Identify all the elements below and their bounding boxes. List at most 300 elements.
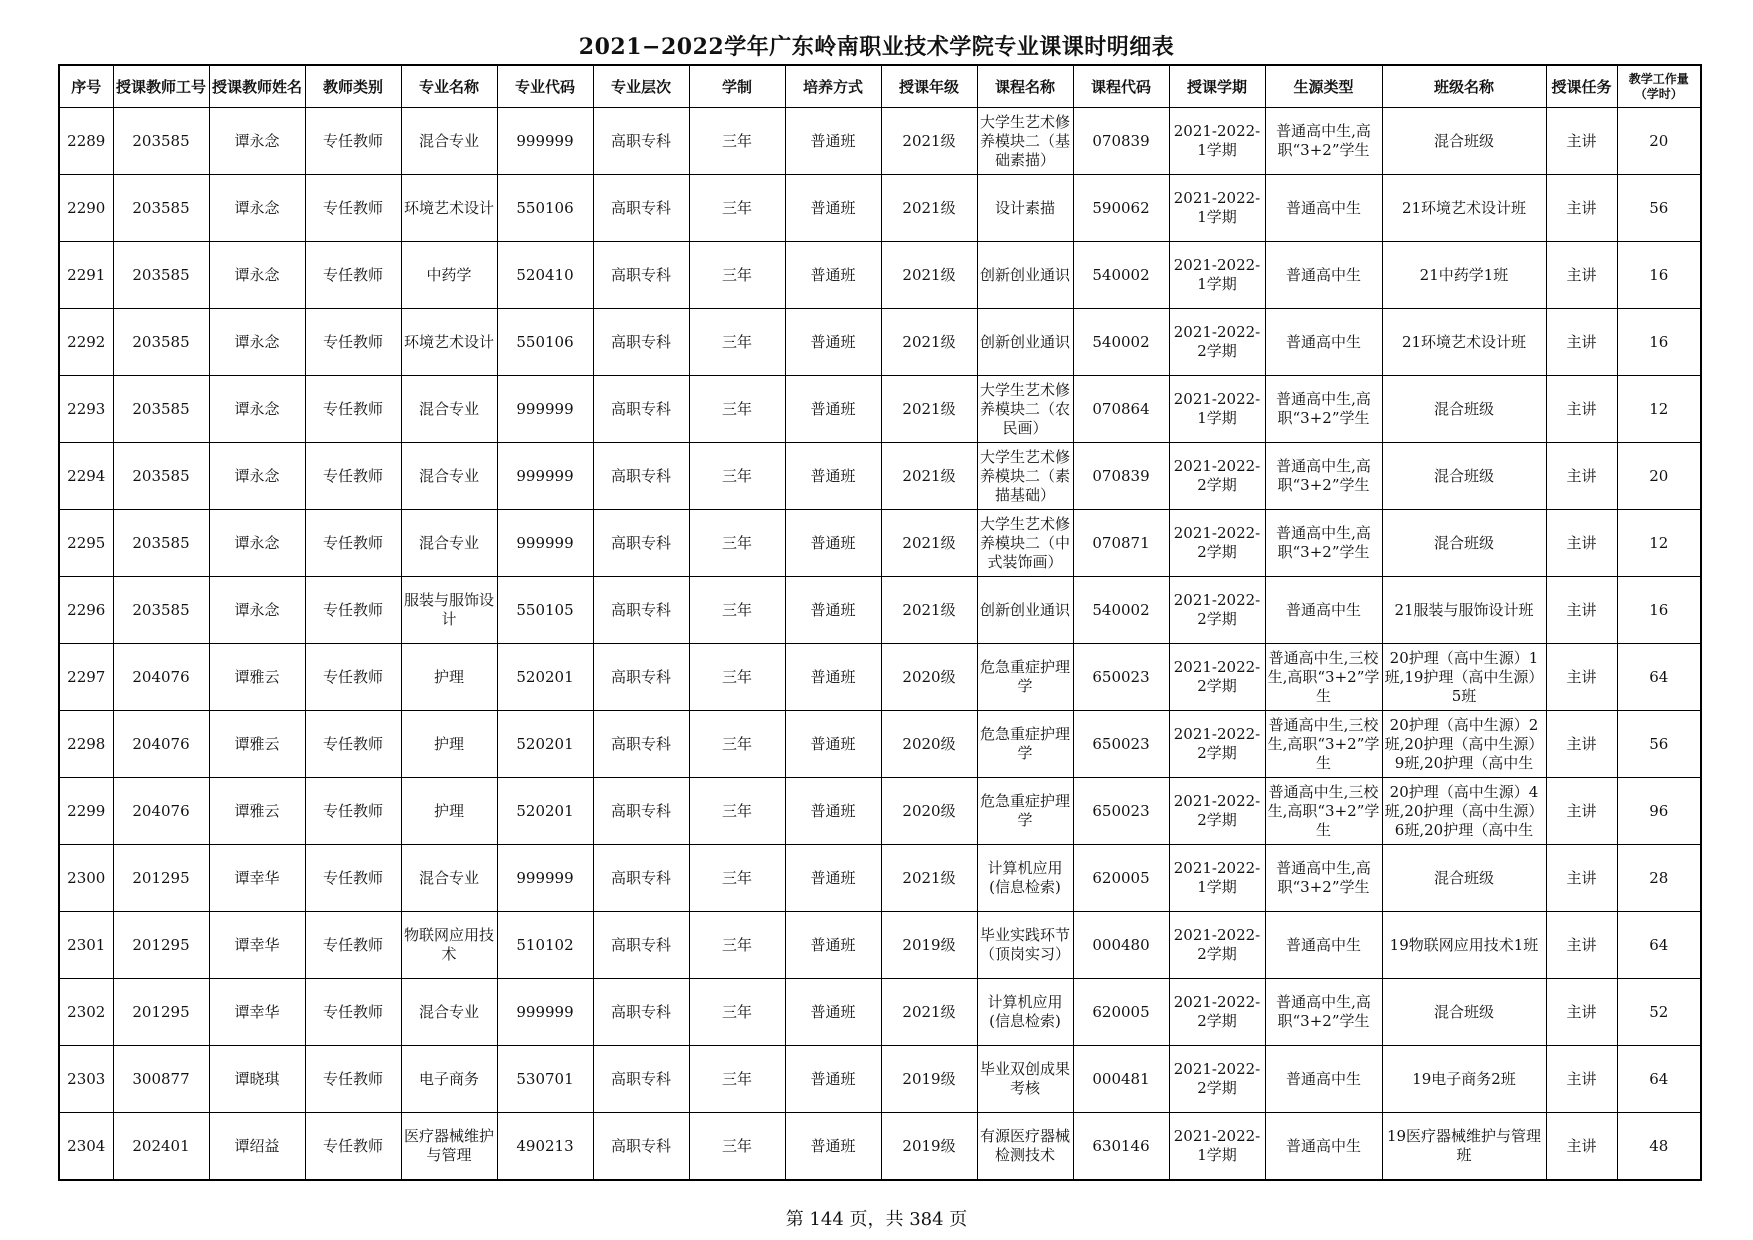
table-cell: [1169, 376, 1265, 443]
table-cell: [1169, 1113, 1265, 1181]
table-cell: [1169, 577, 1265, 644]
table-cell: [1617, 644, 1701, 711]
table-cell: [401, 644, 497, 711]
cell-text: 高职专科: [610, 667, 671, 686]
column-header: 序号: [59, 65, 113, 108]
table-cell: [1073, 778, 1169, 845]
cell-text: 主讲: [1566, 1002, 1597, 1021]
table-cell: [1617, 1046, 1701, 1113]
table-cell: [113, 443, 209, 510]
cell-text: 高职专科: [610, 131, 671, 150]
cell-text: 专任教师: [322, 332, 383, 351]
table-cell: [881, 912, 977, 979]
cell-text: 高职专科: [610, 801, 671, 820]
cell-text: 三年: [721, 131, 752, 150]
cell-text: 谭幸华: [234, 868, 280, 887]
cell-text: 999999: [516, 131, 574, 150]
cell-text: 490213: [516, 1136, 574, 1155]
cell-text: 环境艺术设计: [403, 332, 494, 351]
cell-text: 毕业双创成果考核: [979, 1060, 1070, 1097]
cell-text: 普通班: [810, 198, 856, 217]
table-cell: [1546, 1046, 1617, 1113]
table-cell: [1073, 711, 1169, 778]
cell-text: 三年: [721, 332, 752, 351]
cell-text: 2021-2022-2学期: [1173, 792, 1261, 829]
table-cell: [59, 1046, 113, 1113]
cell-text: 三年: [721, 399, 752, 418]
cell-text: 620005: [1092, 1002, 1150, 1021]
cell-text: 高职专科: [610, 466, 671, 485]
column-header: 授课任务: [1546, 65, 1617, 108]
cell-text: 96: [1649, 801, 1669, 820]
table-cell: [59, 242, 113, 309]
table-cell: [1073, 1046, 1169, 1113]
cell-text: 谭幸华: [234, 935, 280, 954]
table-cell: [1169, 778, 1265, 845]
cell-text: 2021级: [902, 600, 956, 619]
table-cell: [1169, 912, 1265, 979]
table-cell: [497, 912, 593, 979]
table-cell: [305, 443, 401, 510]
table-cell: [305, 175, 401, 242]
cell-text: 计算机应用(信息检索): [987, 859, 1063, 896]
table-cell: [785, 510, 881, 577]
cell-text: 专任教师: [322, 801, 383, 820]
cell-text: 主讲: [1566, 1136, 1597, 1155]
table-cell: [977, 912, 1073, 979]
table-cell: [593, 175, 689, 242]
cell-text: 300877: [132, 1069, 190, 1088]
cell-text: 普通高中生: [1285, 600, 1361, 619]
cell-text: 540002: [1092, 265, 1150, 284]
table-cell: [977, 644, 1073, 711]
table-row: [59, 845, 1701, 912]
cell-text: 普通班: [810, 868, 856, 887]
column-header: 学制: [689, 65, 785, 108]
cell-text: 谭晓琪: [234, 1069, 280, 1088]
cell-text: 2294: [67, 466, 106, 485]
cell-text: 2019级: [902, 1069, 956, 1088]
table-cell: [785, 242, 881, 309]
table-cell: [881, 778, 977, 845]
cell-text: 创新创业通识: [979, 265, 1070, 284]
table-cell: [1546, 845, 1617, 912]
cell-text: 主讲: [1566, 265, 1597, 284]
table-cell: [59, 912, 113, 979]
cell-text: 主讲: [1566, 332, 1597, 351]
cell-text: 普通班: [810, 131, 856, 150]
cell-text: 2021-2022-2学期: [1173, 591, 1261, 628]
table-cell: [401, 510, 497, 577]
cell-text: 2297: [67, 667, 106, 686]
cell-text: 普通高中生,三校生,高职“3+2”学生: [1267, 648, 1380, 705]
table-cell: [1265, 644, 1382, 711]
cell-text: 2021-2022-2学期: [1173, 993, 1261, 1030]
cell-text: 56: [1649, 198, 1669, 217]
table-cell: [1073, 979, 1169, 1046]
table-cell: [209, 1046, 305, 1113]
table-cell: [593, 376, 689, 443]
table-cell: [209, 510, 305, 577]
table-cell: [401, 778, 497, 845]
table-cell: [305, 242, 401, 309]
table-cell: [497, 1113, 593, 1181]
table-cell: [1265, 778, 1382, 845]
table-cell: [689, 912, 785, 979]
cell-text: 204076: [132, 734, 190, 753]
cell-text: 计算机应用(信息检索): [987, 993, 1063, 1030]
table-cell: [113, 242, 209, 309]
cell-text: 2290: [67, 198, 106, 217]
table-cell: [689, 309, 785, 376]
table-cell: [785, 309, 881, 376]
table-cell: [881, 309, 977, 376]
cell-text: 服装与服饰设计: [403, 591, 494, 628]
cell-text: 普通高中生,高职“3+2”学生: [1276, 390, 1371, 427]
table-cell: [785, 1113, 881, 1181]
table-cell: [1546, 376, 1617, 443]
cell-text: 999999: [516, 466, 574, 485]
table-cell: [401, 108, 497, 175]
cell-text: 普通班: [810, 1136, 856, 1155]
cell-text: 主讲: [1566, 935, 1597, 954]
table-cell: [305, 845, 401, 912]
table-cell: [305, 108, 401, 175]
table-cell: [1265, 309, 1382, 376]
cell-text: 普通班: [810, 734, 856, 753]
table-cell: [593, 711, 689, 778]
table-row: [59, 644, 1701, 711]
table-cell: [1382, 711, 1546, 778]
cell-text: 540002: [1092, 600, 1150, 619]
table-cell: [1382, 644, 1546, 711]
table-cell: [689, 175, 785, 242]
table-row: [59, 108, 1701, 175]
cell-text: 2021级: [902, 1002, 956, 1021]
cell-text: 专任教师: [322, 265, 383, 284]
table-cell: [977, 175, 1073, 242]
table-cell: [593, 443, 689, 510]
cell-text: 普通高中生: [1285, 935, 1361, 954]
table-cell: [785, 443, 881, 510]
cell-text: 普通高中生,高职“3+2”学生: [1276, 859, 1371, 896]
table-cell: [113, 376, 209, 443]
cell-text: 谭幸华: [234, 1002, 280, 1021]
cell-text: 28: [1649, 868, 1669, 887]
cell-text: 2020级: [902, 667, 956, 686]
table-cell: [59, 1113, 113, 1181]
cell-text: 550106: [516, 198, 574, 217]
cell-text: 2301: [67, 935, 106, 954]
table-cell: [1265, 912, 1382, 979]
table-cell: [209, 376, 305, 443]
cell-text: 2298: [67, 734, 106, 753]
cell-text: 高职专科: [610, 734, 671, 753]
table-cell: [497, 108, 593, 175]
cell-text: 高职专科: [610, 533, 671, 552]
cell-text: 201295: [132, 868, 190, 887]
cell-text: 高职专科: [610, 868, 671, 887]
table-cell: [977, 778, 1073, 845]
table-cell: [209, 242, 305, 309]
cell-text: 21服装与服饰设计班: [1394, 600, 1534, 619]
table-cell: [1382, 577, 1546, 644]
cell-text: 12: [1649, 399, 1669, 418]
table-cell: [401, 845, 497, 912]
table-cell: [1265, 175, 1382, 242]
table-cell: [1073, 644, 1169, 711]
table-cell: [1546, 1113, 1617, 1181]
table-cell: [401, 309, 497, 376]
table-row: [59, 376, 1701, 443]
cell-text: 620005: [1092, 868, 1150, 887]
cell-text: 普通班: [810, 399, 856, 418]
table-cell: [1617, 376, 1701, 443]
table-cell: [1546, 912, 1617, 979]
cell-text: 20: [1649, 131, 1669, 150]
table-cell: [1546, 711, 1617, 778]
table-cell: [497, 979, 593, 1046]
table-cell: [1169, 242, 1265, 309]
cell-text: 主讲: [1566, 600, 1597, 619]
cell-text: 999999: [516, 1002, 574, 1021]
table-cell: [593, 912, 689, 979]
table-cell: [593, 1046, 689, 1113]
table-cell: [401, 912, 497, 979]
cell-text: 2021-2022-2学期: [1173, 658, 1261, 695]
cell-text: 大学生艺术修养模块二（素描基础）: [979, 447, 1070, 504]
cell-text: 普通班: [810, 265, 856, 284]
cell-text: 2021-2022-1学期: [1173, 256, 1261, 293]
table-cell: [977, 108, 1073, 175]
table-cell: [785, 912, 881, 979]
table-cell: [305, 1046, 401, 1113]
table-cell: [113, 912, 209, 979]
cell-text: 谭永念: [234, 332, 280, 351]
table-cell: [113, 644, 209, 711]
table-cell: [881, 510, 977, 577]
table-cell: [881, 979, 977, 1046]
table-cell: [1382, 242, 1546, 309]
table-cell: [689, 108, 785, 175]
cell-text: 52: [1649, 1002, 1669, 1021]
cell-text: 2295: [67, 533, 106, 552]
table-row: [59, 309, 1701, 376]
table-cell: [881, 1046, 977, 1113]
page-title: 2021−2022学年广东岭南职业技术学院专业课课时明细表: [578, 34, 1175, 60]
cell-text: 普通班: [810, 667, 856, 686]
cell-text: 000480: [1092, 935, 1150, 954]
cell-text: 203585: [132, 600, 190, 619]
cell-text: 普通高中生,高职“3+2”学生: [1276, 993, 1371, 1030]
column-header: 课程名称: [977, 65, 1073, 108]
table-cell: [785, 1046, 881, 1113]
table-cell: [689, 1113, 785, 1181]
cell-text: 谭永念: [234, 533, 280, 552]
table-cell: [689, 644, 785, 711]
table-cell: [59, 175, 113, 242]
table-cell: [113, 577, 209, 644]
cell-text: 三年: [721, 1136, 752, 1155]
column-header: 专业名称: [401, 65, 497, 108]
cell-text: 谭雅云: [234, 667, 280, 686]
cell-text: 520201: [516, 667, 574, 686]
table-cell: [977, 845, 1073, 912]
table-row: [59, 1113, 1701, 1181]
table-cell: [593, 979, 689, 1046]
cell-text: 2021级: [902, 265, 956, 284]
table-cell: [1382, 108, 1546, 175]
table-cell: [1382, 175, 1546, 242]
cell-text: 203585: [132, 198, 190, 217]
table-row: [59, 443, 1701, 510]
table-cell: [689, 510, 785, 577]
table-cell: [1073, 1113, 1169, 1181]
column-header: 教学工作量（学时）: [1617, 65, 1701, 108]
table-cell: [59, 577, 113, 644]
table-cell: [593, 644, 689, 711]
table-cell: [305, 309, 401, 376]
cell-text: 56: [1649, 734, 1669, 753]
cell-text: 2291: [67, 265, 106, 284]
cell-text: 混合专业: [418, 131, 479, 150]
table-cell: [977, 309, 1073, 376]
table-cell: [401, 242, 497, 309]
cell-text: 专任教师: [322, 1002, 383, 1021]
cell-text: 普通高中生,高职“3+2”学生: [1276, 524, 1371, 561]
table-cell: [1382, 1046, 1546, 1113]
cell-text: 21环境艺术设计班: [1401, 198, 1527, 217]
table-row: [59, 912, 1701, 979]
table-cell: [59, 845, 113, 912]
cell-text: 540002: [1092, 332, 1150, 351]
table-cell: [209, 108, 305, 175]
cell-text: 203585: [132, 533, 190, 552]
cell-text: 三年: [721, 600, 752, 619]
table-cell: [1546, 443, 1617, 510]
table-cell: [59, 376, 113, 443]
cell-text: 2021级: [902, 868, 956, 887]
table-cell: [593, 242, 689, 309]
cell-text: 普通班: [810, 935, 856, 954]
table-cell: [1265, 443, 1382, 510]
cell-text: 专任教师: [322, 734, 383, 753]
cell-text: 2021-2022-2学期: [1173, 323, 1261, 360]
table-cell: [1617, 778, 1701, 845]
table-cell: [785, 175, 881, 242]
cell-text: 2020级: [902, 801, 956, 820]
table-cell: [1382, 309, 1546, 376]
table-cell: [593, 510, 689, 577]
table-cell: [689, 443, 785, 510]
cell-text: 专任教师: [322, 198, 383, 217]
cell-text: 999999: [516, 533, 574, 552]
cell-text: 毕业实践环节（顶岗实习）: [979, 926, 1070, 963]
table-cell: [113, 510, 209, 577]
table-cell: [785, 845, 881, 912]
cell-text: 520410: [516, 265, 574, 284]
cell-text: 高职专科: [610, 265, 671, 284]
cell-text: 主讲: [1566, 198, 1597, 217]
cell-text: 三年: [721, 734, 752, 753]
table-cell: [401, 1046, 497, 1113]
table-cell: [113, 1113, 209, 1181]
cell-text: 专任教师: [322, 667, 383, 686]
table-cell: [113, 1046, 209, 1113]
table-cell: [305, 510, 401, 577]
table-cell: [401, 1113, 497, 1181]
cell-text: 2021-2022-1学期: [1173, 122, 1261, 159]
table-cell: [1073, 443, 1169, 510]
table-cell: [977, 376, 1073, 443]
table-cell: [59, 644, 113, 711]
cell-text: 203585: [132, 265, 190, 284]
cell-text: 设计素描: [994, 198, 1055, 217]
table-cell: [1169, 510, 1265, 577]
table-cell: [1617, 1113, 1701, 1181]
table-cell: [1169, 644, 1265, 711]
table-cell: [1546, 644, 1617, 711]
cell-text: 64: [1649, 935, 1669, 954]
cell-text: 大学生艺术修养模块二（农民画）: [979, 380, 1070, 437]
table-cell: [1617, 443, 1701, 510]
cell-text: 650023: [1092, 734, 1150, 753]
table-cell: [689, 845, 785, 912]
cell-text: 混合专业: [418, 399, 479, 418]
cell-text: 主讲: [1566, 868, 1597, 887]
table-cell: [1617, 510, 1701, 577]
cell-text: 混合专业: [418, 1002, 479, 1021]
cell-text: 2296: [67, 600, 106, 619]
table-cell: [305, 778, 401, 845]
cell-text: 专任教师: [322, 1069, 383, 1088]
table-cell: [1169, 1046, 1265, 1113]
table-cell: [1382, 912, 1546, 979]
table-cell: [1617, 175, 1701, 242]
cell-text: 普通班: [810, 1069, 856, 1088]
column-header: 授课教师工号: [113, 65, 209, 108]
cell-text: 高职专科: [610, 600, 671, 619]
column-header: 授课学期: [1169, 65, 1265, 108]
cell-text: 三年: [721, 667, 752, 686]
table-cell: [689, 242, 785, 309]
table-cell: [1169, 108, 1265, 175]
cell-text: 510102: [516, 935, 574, 954]
table-cell: [497, 644, 593, 711]
cell-text: 48: [1649, 1136, 1669, 1155]
cell-text: 550106: [516, 332, 574, 351]
cell-text: 谭永念: [234, 399, 280, 418]
table-cell: [1617, 577, 1701, 644]
table-row: [59, 577, 1701, 644]
cell-text: 电子商务: [418, 1069, 479, 1088]
cell-text: 主讲: [1566, 131, 1597, 150]
table-cell: [593, 845, 689, 912]
cell-text: 普通高中生,高职“3+2”学生: [1276, 122, 1371, 159]
table-cell: [1073, 309, 1169, 376]
cell-text: 2021-2022-1学期: [1173, 1127, 1261, 1164]
cell-text: 护理: [433, 801, 464, 820]
table-cell: [305, 979, 401, 1046]
cell-text: 2021级: [902, 533, 956, 552]
table-cell: [1169, 443, 1265, 510]
cell-text: 高职专科: [610, 399, 671, 418]
column-header: 班级名称: [1382, 65, 1546, 108]
table-cell: [497, 309, 593, 376]
header-row: [59, 65, 1701, 108]
cell-text: 20护理（高中生源）4班,20护理（高中生源）6班,20护理（高中生: [1384, 782, 1544, 839]
table-cell: [1546, 108, 1617, 175]
